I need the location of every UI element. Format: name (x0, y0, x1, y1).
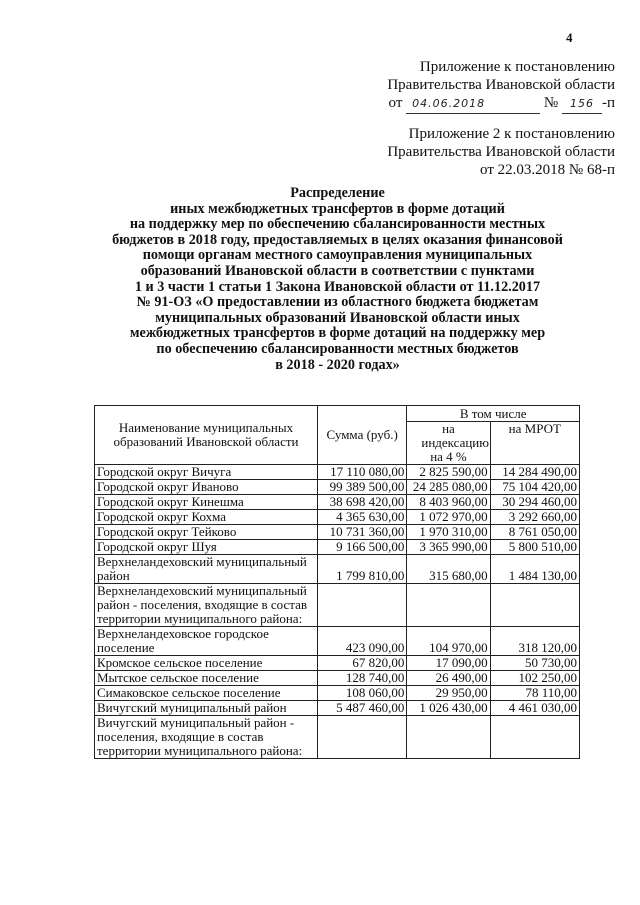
table-row (95, 686, 580, 701)
table-row (95, 701, 580, 716)
cell-indexation: 2 825 590,00 (407, 465, 490, 480)
cell-sum: 67 820,00 (317, 656, 406, 671)
cell-mrot: 14 284 490,00 (490, 465, 579, 480)
cell-name: Городской округ Тейково (95, 525, 318, 540)
cell-indexation: 24 285 080,00 (407, 480, 490, 495)
cell-sum: 108 060,00 (317, 686, 406, 701)
cell-sum: 17 110 080,00 (317, 465, 406, 480)
table-row (95, 656, 580, 671)
cell-sum: 10 731 360,00 (317, 525, 406, 540)
cell-mrot: 1 484 130,00 (490, 555, 579, 584)
transfers-table (94, 405, 580, 759)
page-number: 4 (566, 30, 573, 45)
table-row (95, 540, 580, 555)
handwritten-number: 156 (562, 95, 602, 114)
table-row (95, 584, 580, 627)
table-row (95, 716, 580, 759)
cell-indexation (407, 584, 490, 627)
cell-indexation: 1 026 430,00 (407, 701, 490, 716)
cell-sum: 5 487 460,00 (317, 701, 406, 716)
title-line: помощи органам местного самоуправления муниципальных (142, 247, 533, 264)
title-line: № 91-ОЗ «О предоставлении из областного бюджета бюджетам (136, 294, 539, 311)
number-suffix: -п (601, 95, 615, 111)
cell-sum (317, 716, 406, 759)
title-line: по обеспечению сбалансированности местных бюджетов (156, 340, 519, 357)
cell-name: Верхнеландеховский муниципальный район (95, 555, 318, 584)
cell-name: Городской округ Вичуга (95, 465, 318, 480)
table-row (95, 510, 580, 525)
table-row (95, 480, 580, 495)
header-sum: Сумма (руб.) (317, 406, 406, 465)
cell-mrot: 75 104 420,00 (490, 480, 579, 495)
header-including: В том числе (407, 406, 580, 422)
table-row (95, 671, 580, 686)
cell-indexation: 26 490,00 (407, 671, 490, 686)
title-line: 1 и 3 части 1 статьи 1 Закона Ивановской области от 11.12.2017 (134, 278, 541, 295)
cell-indexation: 17 090,00 (407, 656, 490, 671)
number-prefix: № (543, 95, 559, 111)
table-row (95, 465, 580, 480)
cell-sum (317, 584, 406, 627)
cell-mrot: 50 730,00 (490, 656, 579, 671)
cell-sum: 99 389 500,00 (317, 480, 406, 495)
cell-indexation: 29 950,00 (407, 686, 490, 701)
cell-mrot: 8 761 050,00 (490, 525, 579, 540)
cell-indexation (407, 716, 490, 759)
cell-name: Симаковское сельское поселение (95, 686, 318, 701)
title-line: образований Ивановской области в соответствии с пунктами (140, 262, 535, 279)
cell-indexation: 104 970,00 (407, 627, 490, 656)
cell-name: Городской округ Иваново (95, 480, 318, 495)
table-row (95, 525, 580, 540)
header-indexation: на индексацию на 4 % (407, 422, 490, 465)
title-line: на поддержку мер по обеспечению сбалансированности местных (129, 216, 546, 233)
header-name: Наименование муниципальных образований Ивановской области (95, 406, 318, 465)
cell-sum: 1 799 810,00 (317, 555, 406, 584)
cell-indexation: 3 365 990,00 (407, 540, 490, 555)
cell-name: Городской округ Шуя (95, 540, 318, 555)
title-line: бюджетов в 2018 году, предоставляемых в целях оказания финансовой (112, 231, 563, 248)
cell-sum: 4 365 630,00 (317, 510, 406, 525)
cell-indexation: 1 072 970,00 (407, 510, 490, 525)
cell-mrot: 30 294 460,00 (490, 495, 579, 510)
cell-sum: 423 090,00 (317, 627, 406, 656)
title-line: Распределение (290, 185, 385, 201)
table-row (95, 555, 580, 584)
annex-original-line3: от 22.03.2018 № 68-п (480, 162, 615, 178)
date-prefix: от (388, 95, 403, 111)
cell-sum: 38 698 420,00 (317, 495, 406, 510)
cell-mrot: 4 461 030,00 (490, 701, 579, 716)
document-title (95, 186, 580, 373)
cell-name: Городской округ Кинешма (95, 495, 318, 510)
annex-current-line2: Правительства Ивановской области (387, 77, 615, 93)
handwritten-date: 04.06.2018 (406, 95, 540, 114)
cell-name: Верхнеландеховское городское поселение (95, 627, 318, 656)
cell-mrot: 318 120,00 (490, 627, 579, 656)
cell-mrot: 3 292 660,00 (490, 510, 579, 525)
annex-current-line1: Приложение к постановлению (419, 59, 615, 75)
cell-mrot (490, 584, 579, 627)
annex-original-header (387, 125, 615, 179)
cell-mrot (490, 716, 579, 759)
cell-mrot: 5 800 510,00 (490, 540, 579, 555)
cell-name: Кромское сельское поселение (95, 656, 318, 671)
annex-original-line1: Приложение 2 к постановлению (408, 126, 615, 142)
header-mrot: на МРОТ (490, 422, 579, 465)
cell-name: Вичугский муниципальный район - поселения, входящие в состав территории муниципального района: (95, 716, 318, 759)
table-row (95, 627, 580, 656)
cell-mrot: 78 110,00 (490, 686, 579, 701)
cell-sum: 128 740,00 (317, 671, 406, 686)
title-line: межбюджетных трансфертов в форме дотаций на поддержку мер (129, 325, 546, 342)
cell-name: Городской округ Кохма (95, 510, 318, 525)
cell-indexation: 1 970 310,00 (407, 525, 490, 540)
title-line: иных межбюджетных трансфертов в форме дотаций (170, 200, 505, 217)
cell-indexation: 8 403 960,00 (407, 495, 490, 510)
table-row (95, 495, 580, 510)
annex-current-header (387, 58, 615, 114)
cell-name: Мытское сельское поселение (95, 671, 318, 686)
title-line: в 2018 - 2020 годах» (275, 356, 400, 373)
cell-mrot: 102 250,00 (490, 671, 579, 686)
cell-indexation: 315 680,00 (407, 555, 490, 584)
title-line: муниципальных образований Ивановской области иных (155, 309, 520, 326)
cell-sum: 9 166 500,00 (317, 540, 406, 555)
annex-original-line2: Правительства Ивановской области (387, 144, 615, 160)
cell-name: Вичугский муниципальный район (95, 701, 318, 716)
annex-current-date-line (387, 94, 615, 114)
cell-name: Верхнеландеховский муниципальный район - поселения, входящие в состав территории муниципального района: (95, 584, 318, 627)
